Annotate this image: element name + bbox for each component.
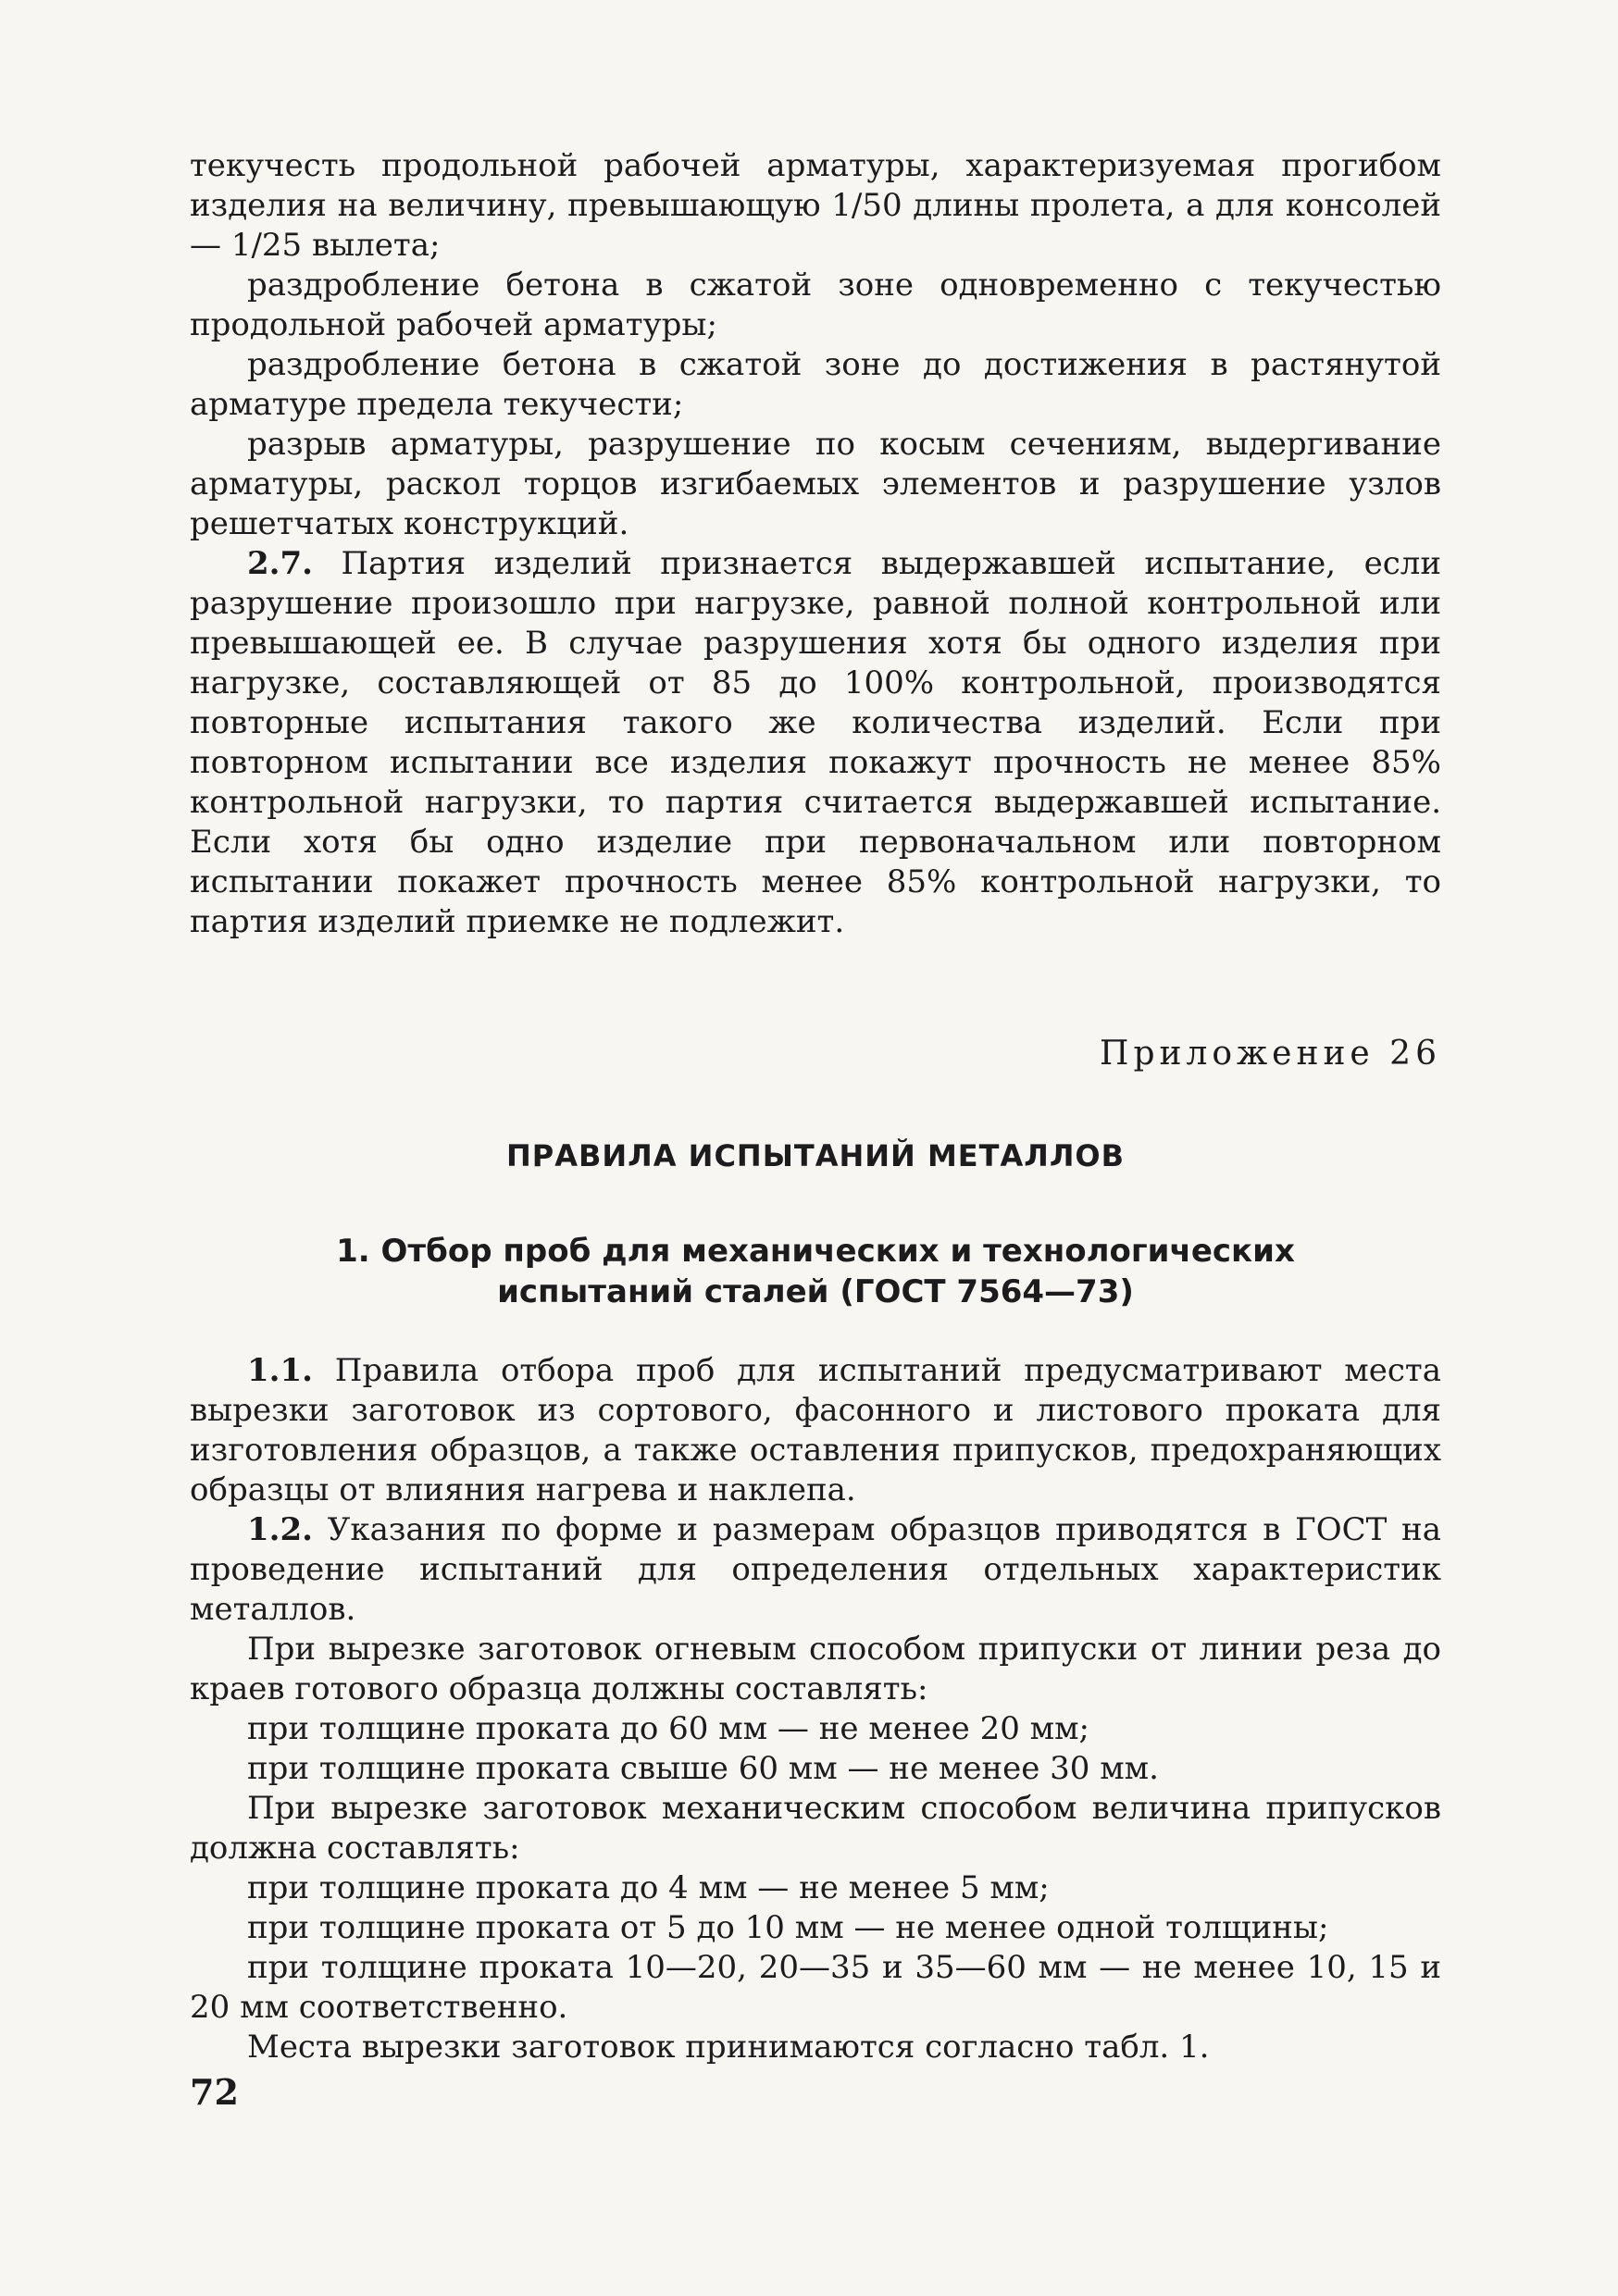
clause-text: Указания по форме и размерам образцов приводятся в ГОСТ на проведение испытаний для определения отдельных характеристик металлов. xyxy=(190,1511,1441,1628)
clause-number: 1.1. xyxy=(247,1352,313,1389)
section-title-line-1: 1. Отбор проб для механических и технологических xyxy=(336,1233,1295,1270)
clause-number: 2.7. xyxy=(247,545,313,582)
clause-text: Правила отбора проб для испытаний предусматривают места вырезки заготовок из сортового, фасонного и листового проката для изготовления образцов, а также оставления припусков, предохраняющих образцы от влияния нагрева и наклепа. xyxy=(190,1352,1441,1508)
list-item: при толщине проката до 60 мм — не менее 20 мм; xyxy=(247,1710,1090,1747)
paragraph: раздробление бетона в сжатой зоне до достижения в растянутой арматуре предела текучести; xyxy=(190,346,1441,423)
list-item: при толщине проката свыше 60 мм — не менее 30 мм. xyxy=(247,1750,1159,1787)
section-title xyxy=(190,1231,1441,1312)
list-item: при толщине проката 10—20, 20—35 и 35—60 мм — не менее 10, 15 и 20 мм соответственно. xyxy=(190,1949,1441,2026)
clause-2-7 xyxy=(190,544,1441,942)
clause-1-2 xyxy=(190,1510,1441,1630)
section-title-line-2: испытаний сталей (ГОСТ 7564—73) xyxy=(497,1273,1134,1310)
clause-text: Партия изделий признается выдержавшей испытание, если разрушение произошло при нагрузке, равной полной контрольной или превышающей ее. В случае разрушения хотя бы одного изделия при нагрузке, составляющей от 85 до 100% контрольной, производятся повторные испытания такого же количества изделий. Если при повторном испытании все изделия покажут прочность не менее 85% контрольной нагрузки, то партия считается выдержавшей испытание. Если хотя бы одно изделие при первоначальном или повторном испытании покажет прочность менее 85% контрольной нагрузки, то партия изделий приемке не подлежит. xyxy=(190,545,1442,940)
paragraph: текучесть продольной рабочей арматуры, характеризуемая прогибом изделия на величину, превышающую 1/50 длины пролета, а для консолей — 1/25 вылета; xyxy=(190,147,1441,264)
list-item: при толщине проката до 4 мм — не менее 5 мм; xyxy=(247,1869,1050,1906)
paragraph: Места вырезки заготовок принимаются согласно табл. 1. xyxy=(247,2029,1210,2066)
clause-1-1 xyxy=(190,1351,1441,1510)
page-number: 72 xyxy=(190,2071,239,2113)
paragraph: раздробление бетона в сжатой зоне одновременно с текучестью продольной рабочей арматуры; xyxy=(190,267,1441,343)
document-title: ПРАВИЛА ИСПЫТАНИЙ МЕТАЛЛОВ xyxy=(506,1138,1125,1173)
paragraph: При вырезке заготовок огневым способом припуски от линии реза до краев готового образца должны составлять: xyxy=(190,1631,1441,1707)
bottom-text-block xyxy=(190,1351,1441,2067)
list-item: при толщине проката от 5 до 10 мм — не менее одной толщины; xyxy=(247,1909,1329,1946)
clause-number: 1.2. xyxy=(247,1511,313,1548)
paragraph: разрыв арматуры, разрушение по косым сечениям, выдергивание арматуры, раскол торцов изгибаемых элементов и разрушение узлов решетчатых конструкций. xyxy=(190,426,1441,542)
top-text-block xyxy=(190,146,1441,942)
appendix-label: Приложение 26 xyxy=(1100,1035,1441,1073)
paragraph: При вырезке заготовок механическим способом величина припусков должна составлять: xyxy=(190,1790,1441,1867)
